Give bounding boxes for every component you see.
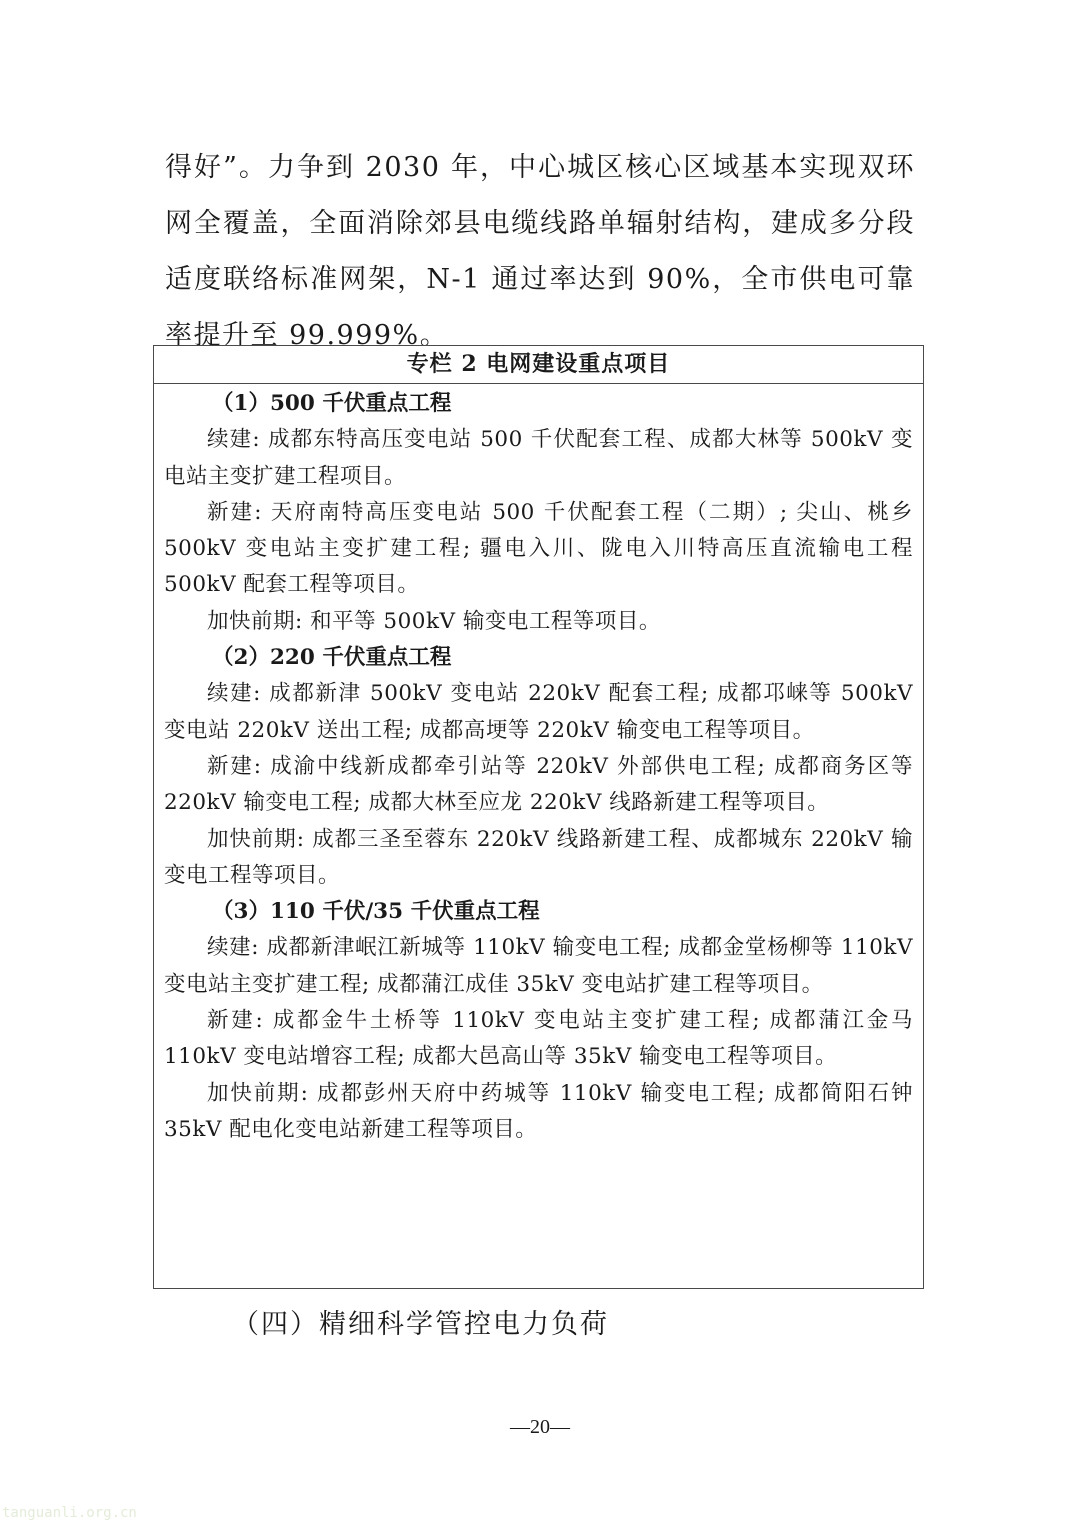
section-paragraph: 新建: 成渝中线新成都牵引站等 220kV 外部供电工程; 成都商务区等 220kV 输变电工程; 成都大林至应龙 220kV 线路新建工程等项目。 xyxy=(164,753,913,816)
section-paragraph: 续建: 成都新津 500kV 变电站 220kV 配套工程; 成都邛崃等 500kV 变电站 220kV 送出工程; 成都高埂等 220kV 输变电工程等项目。 xyxy=(164,681,913,743)
section-paragraph: 新建: 成都金牛土桥等 110kV 变电站主变扩建工程; 成都蒲江金马 110kV 变电站增容工程; 成都大邑高山等 35kV 输变电工程等项目。 xyxy=(164,1008,913,1070)
section-paragraph: 新建: 天府南特高压变电站 500 千伏配套工程（二期）; 尖山、桃乡 500kV 变电站主变扩建工程; 疆电入川、陇电入川特高压直流输电工程 500kV 配套工程等项目。 xyxy=(164,499,913,598)
section-heading-220kv: （2）220 千伏重点工程 xyxy=(212,645,452,671)
section-heading-500kv: （1）500 千伏重点工程 xyxy=(212,391,452,416)
section-paragraph: 续建: 成都东特高压变电站 500 千伏配套工程、成都大林等 500kV 变电站主变扩建工程项目。 xyxy=(164,427,913,489)
intro-text: 得好”。力争到 2030 年，中心城区核心区域基本实现双环网全覆盖，全面消除郊县电缆线路单辐射结构，建成多分段适度联络标准网架，N-1 通过率达到 90%，全市供电可靠率提升至 99.999%。 xyxy=(165,152,915,351)
watermark: tanguanli.org.cn xyxy=(2,1505,137,1521)
box-body xyxy=(154,384,923,1148)
intro-paragraph xyxy=(165,140,915,364)
section-paragraph: 加快前期: 成都三圣至蓉东 220kV 线路新建工程、成都城东 220kV 输变电工程等项目。 xyxy=(164,826,913,888)
section-paragraph: 加快前期: 成都彭州天府中药城等 110kV 输变电工程; 成都简阳石钟 35kV 配电化变电站新建工程等项目。 xyxy=(164,1080,913,1142)
section-heading-110kv-35kv: （3）110 千伏/35 千伏重点工程 xyxy=(212,899,540,925)
section-paragraph: 续建: 成都新津岷江新城等 110kV 输变电工程; 成都金堂杨柳等 110kV 变电站主变扩建工程; 成都蒲江成佳 35kV 变电站扩建工程等项目。 xyxy=(164,935,913,997)
box-title: 专栏 2 电网建设重点项目 xyxy=(154,346,923,384)
page-number: —20— xyxy=(510,1416,570,1438)
section-paragraph: 加快前期: 和平等 500kV 输变电工程等项目。 xyxy=(207,608,661,634)
project-column-box xyxy=(153,345,924,1289)
subheading: （四）精细科学管控电力负荷 xyxy=(232,1309,609,1340)
